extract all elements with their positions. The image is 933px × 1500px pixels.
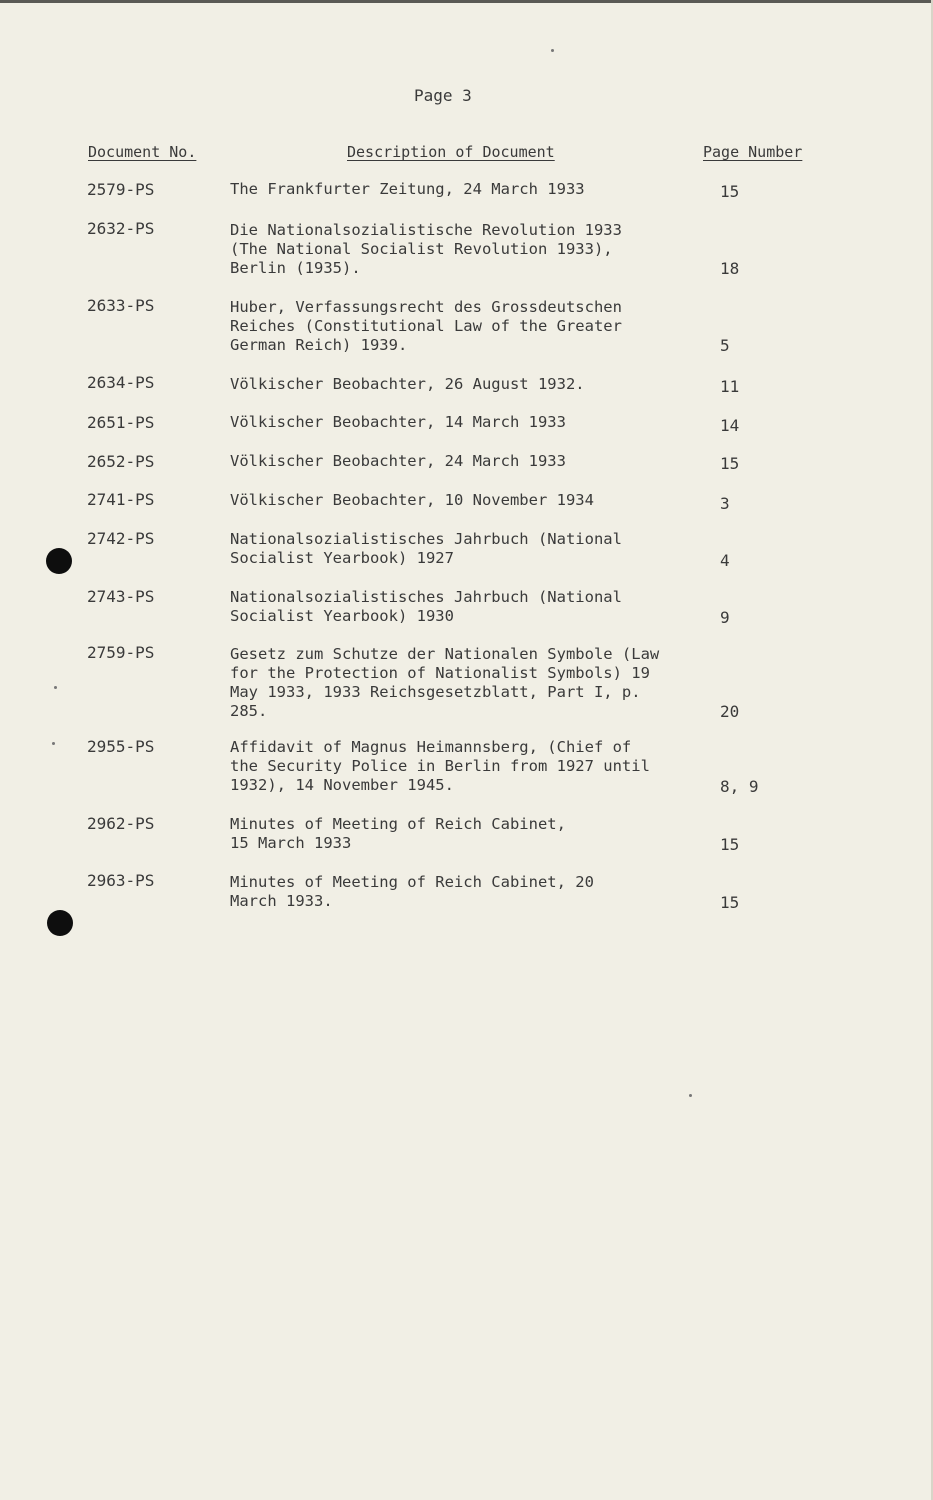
document-description: Nationalsozialistisches Jahrbuch (National Socialist Yearbook) 1927 bbox=[230, 530, 622, 567]
document-number: 2634-PS bbox=[87, 373, 155, 392]
document-number: 2963-PS bbox=[87, 871, 155, 890]
document-description: Völkischer Beobachter, 26 August 1932. bbox=[230, 375, 585, 393]
page-number: 14 bbox=[720, 416, 740, 435]
page-number: 8, 9 bbox=[720, 777, 759, 796]
document-number: 2633-PS bbox=[87, 296, 155, 315]
document-number: 2741-PS bbox=[87, 490, 155, 509]
page-number: 18 bbox=[720, 259, 740, 278]
punch-hole bbox=[46, 548, 72, 574]
page-number: 15 bbox=[720, 893, 740, 912]
document-number: 2579-PS bbox=[87, 180, 155, 199]
document-description: Minutes of Meeting of Reich Cabinet, 20 March 1933. bbox=[230, 873, 594, 910]
page-number: 20 bbox=[720, 702, 740, 721]
punch-hole bbox=[47, 910, 73, 936]
document-description: Die Nationalsozialistische Revolution 1933 (The National Socialist Revolution 1933), Berlin (1935). bbox=[230, 221, 622, 277]
scan-speck bbox=[52, 742, 55, 745]
page-number: 15 bbox=[720, 182, 740, 201]
page-top-edge bbox=[0, 0, 933, 3]
page-label: Page 3 bbox=[414, 86, 472, 105]
column-header-document-no: Document No. bbox=[88, 143, 197, 161]
document-description: The Frankfurter Zeitung, 24 March 1933 bbox=[230, 180, 585, 198]
column-header-description: Description of Document bbox=[347, 143, 555, 161]
document-description: Affidavit of Magnus Heimannsberg, (Chief of the Security Police in Berlin from 1927 until 1932), 14 November 1945. bbox=[230, 738, 650, 794]
page-number: 4 bbox=[720, 551, 730, 570]
document-number: 2651-PS bbox=[87, 413, 155, 432]
document-description: Völkischer Beobachter, 24 March 1933 bbox=[230, 452, 566, 470]
document-description: Nationalsozialistisches Jahrbuch (National Socialist Yearbook) 1930 bbox=[230, 588, 622, 625]
scan-speck bbox=[551, 49, 554, 52]
column-header-page-number: Page Number bbox=[703, 143, 803, 161]
document-description: Minutes of Meeting of Reich Cabinet, 15 March 1933 bbox=[230, 815, 566, 852]
page-number: 3 bbox=[720, 494, 730, 513]
page-number: 11 bbox=[720, 377, 740, 396]
document-number: 2955-PS bbox=[87, 737, 155, 756]
document-number: 2632-PS bbox=[87, 219, 155, 238]
page-number: 9 bbox=[720, 608, 730, 627]
document-description: Völkischer Beobachter, 10 November 1934 bbox=[230, 491, 594, 509]
document-number: 2962-PS bbox=[87, 814, 155, 833]
document-description: Gesetz zum Schutze der Nationalen Symbole (Law for the Protection of Nationalist Symbols) 19 May 1933, 1933 Reichsgesetzblatt, Part I, p. 285. bbox=[230, 645, 660, 720]
page-number: 15 bbox=[720, 835, 740, 854]
document-number: 2743-PS bbox=[87, 587, 155, 606]
document-description: Huber, Verfassungsrecht des Grossdeutschen Reiches (Constitutional Law of the Greater German Reich) 1939. bbox=[230, 298, 622, 354]
scan-speck bbox=[689, 1094, 692, 1097]
document-description: Völkischer Beobachter, 14 March 1933 bbox=[230, 413, 566, 431]
scan-speck bbox=[54, 686, 57, 689]
document-number: 2759-PS bbox=[87, 643, 155, 662]
page-number: 5 bbox=[720, 336, 730, 355]
document-number: 2652-PS bbox=[87, 452, 155, 471]
page-number: 15 bbox=[720, 454, 740, 473]
document-number: 2742-PS bbox=[87, 529, 155, 548]
